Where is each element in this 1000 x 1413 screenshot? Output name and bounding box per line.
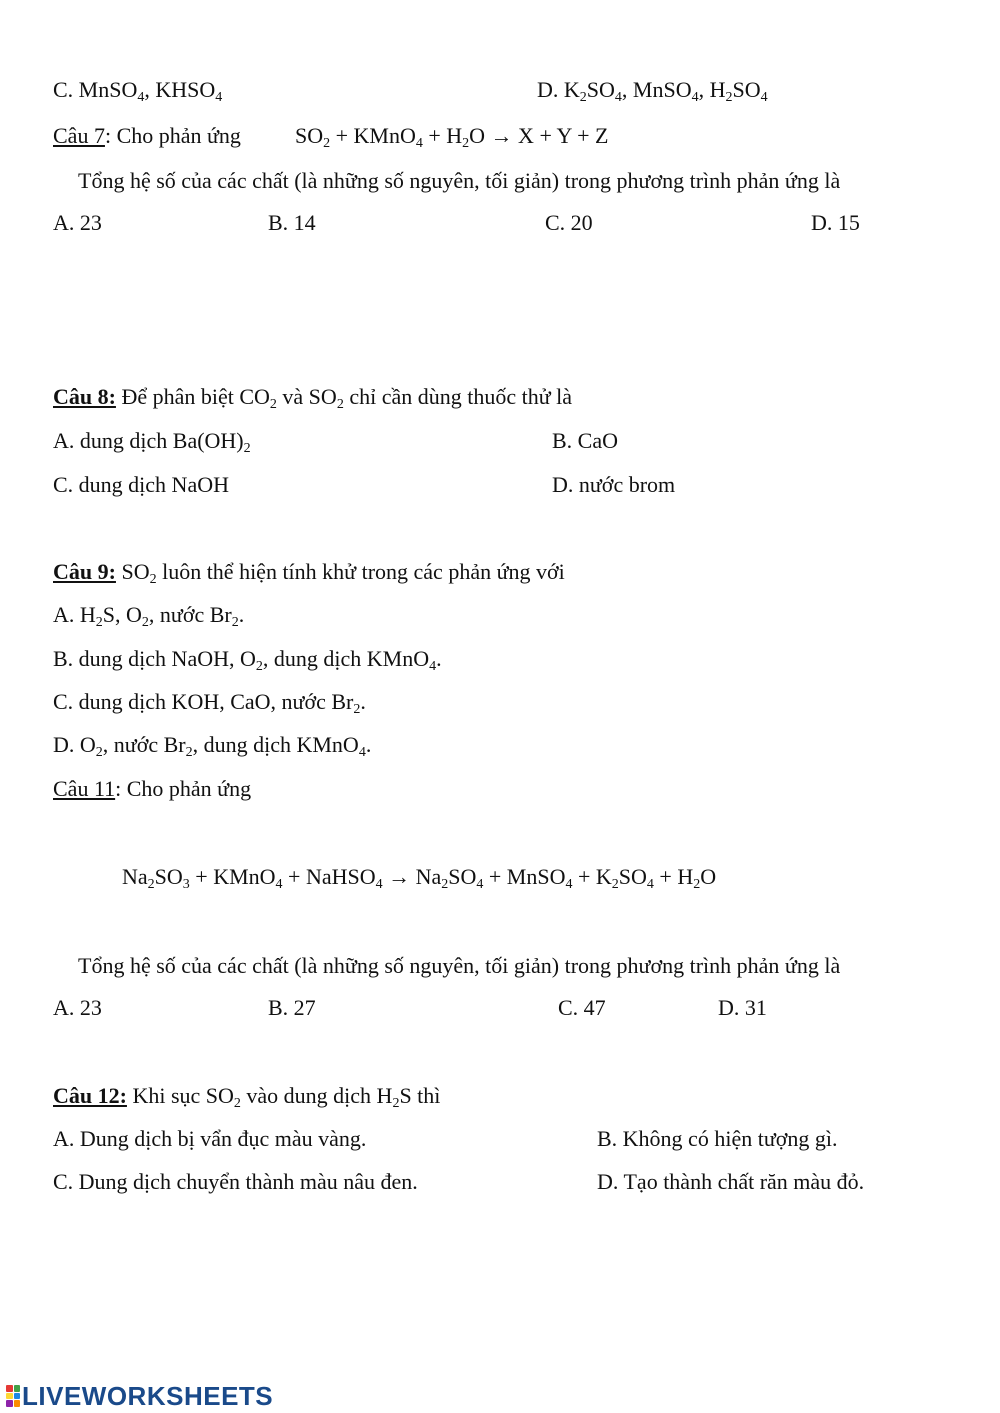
question-12: Câu 12: Khi sục $SO_2$ vào dung dịch $H_2S$ thì xyxy=(53,1083,441,1111)
liveworksheets-logo-icon xyxy=(6,1385,20,1407)
question-9-label: Câu 9: xyxy=(53,559,116,584)
question-7-label: Câu 7 xyxy=(53,123,105,148)
q8-option-a[interactable]: A. dung dịch $Ba(OH)_2$ xyxy=(53,428,251,456)
question-11: Câu 11: Cho phản ứng xyxy=(53,776,252,801)
q7-option-d[interactable]: D. 15 xyxy=(811,210,860,235)
q8-option-d[interactable]: D. nước brom xyxy=(552,472,676,497)
q12-option-d[interactable]: D. Tạo thành chất răn màu đỏ. xyxy=(597,1169,865,1194)
question-8: Câu 8: Để phân biệt $CO_2$ và $SO_2$ chỉ cần dùng thuốc thử là xyxy=(53,384,573,412)
question-9: Câu 9: $SO_2$ luôn thể hiện tính khử trong các phản ứng với xyxy=(53,559,565,587)
q12-option-b[interactable]: B. Không có hiện tượng gì. xyxy=(597,1126,838,1151)
q7-option-c[interactable]: C. 20 xyxy=(545,210,593,235)
option-d-prev: D. $K_2SO_4$, MnSO$_4$, $H_2SO_4$ xyxy=(537,77,768,105)
q11-option-b[interactable]: B. 27 xyxy=(268,995,316,1020)
question-7: Câu 7: Cho phản ứng xyxy=(53,123,241,148)
q7-option-a[interactable]: A. 23 xyxy=(53,210,102,235)
question-12-label: Câu 12: xyxy=(53,1083,127,1108)
q11-option-a[interactable]: A. 23 xyxy=(53,995,102,1020)
q9-option-b[interactable]: B. dung dịch NaOH, $O_2$, dung dịch KMnO$_4$. xyxy=(53,646,442,674)
question-7-prompt: Tổng hệ số của các chất (là những số nguyên, tối giản) trong phương trình phản ứng là xyxy=(78,168,841,193)
question-11-equation: $Na_2SO_3$ + KMnO$_4$ + NaHSO$_4$ → $Na_2SO_4$ + MnSO$_4$ + $K_2SO_4 + H_2O$ xyxy=(122,864,717,892)
q12-option-c[interactable]: C. Dung dịch chuyển thành màu nâu đen. xyxy=(53,1169,418,1194)
q12-option-a[interactable]: A. Dung dịch bị vẩn đục màu vàng. xyxy=(53,1126,367,1151)
q9-option-d[interactable]: D. $O_2$, nước $Br_2$, dung dịch KMnO$_4$. xyxy=(53,732,372,760)
liveworksheets-logo xyxy=(6,1383,273,1409)
q9-option-c[interactable]: C. dung dịch KOH, CaO, nước $Br_2$. xyxy=(53,689,366,717)
q11-option-d[interactable]: D. 31 xyxy=(718,995,767,1020)
liveworksheets-logo-text: LIVEWORKSHEETS xyxy=(22,1381,274,1411)
q11-option-c[interactable]: C. 47 xyxy=(558,995,606,1020)
question-8-label: Câu 8: xyxy=(53,384,116,409)
q7-option-b[interactable]: B. 14 xyxy=(268,210,316,235)
question-7-equation: $SO_2$ + KMnO$_4$ + $H_2O \to X + Y + Z$ xyxy=(295,123,609,151)
question-11-prompt: Tổng hệ số của các chất (là những số nguyên, tối giản) trong phương trình phản ứng là xyxy=(78,953,841,978)
option-c-prev: C. MnSO$_4$, $KHSO_4$ xyxy=(53,77,223,105)
q8-option-c[interactable]: C. dung dịch NaOH xyxy=(53,472,229,497)
q9-option-a[interactable]: A. $H_2S$, $O_2$, nước $Br_2$. xyxy=(53,602,245,630)
question-11-label: Câu 11 xyxy=(53,776,116,801)
q8-option-b[interactable]: B. CaO xyxy=(552,428,618,453)
